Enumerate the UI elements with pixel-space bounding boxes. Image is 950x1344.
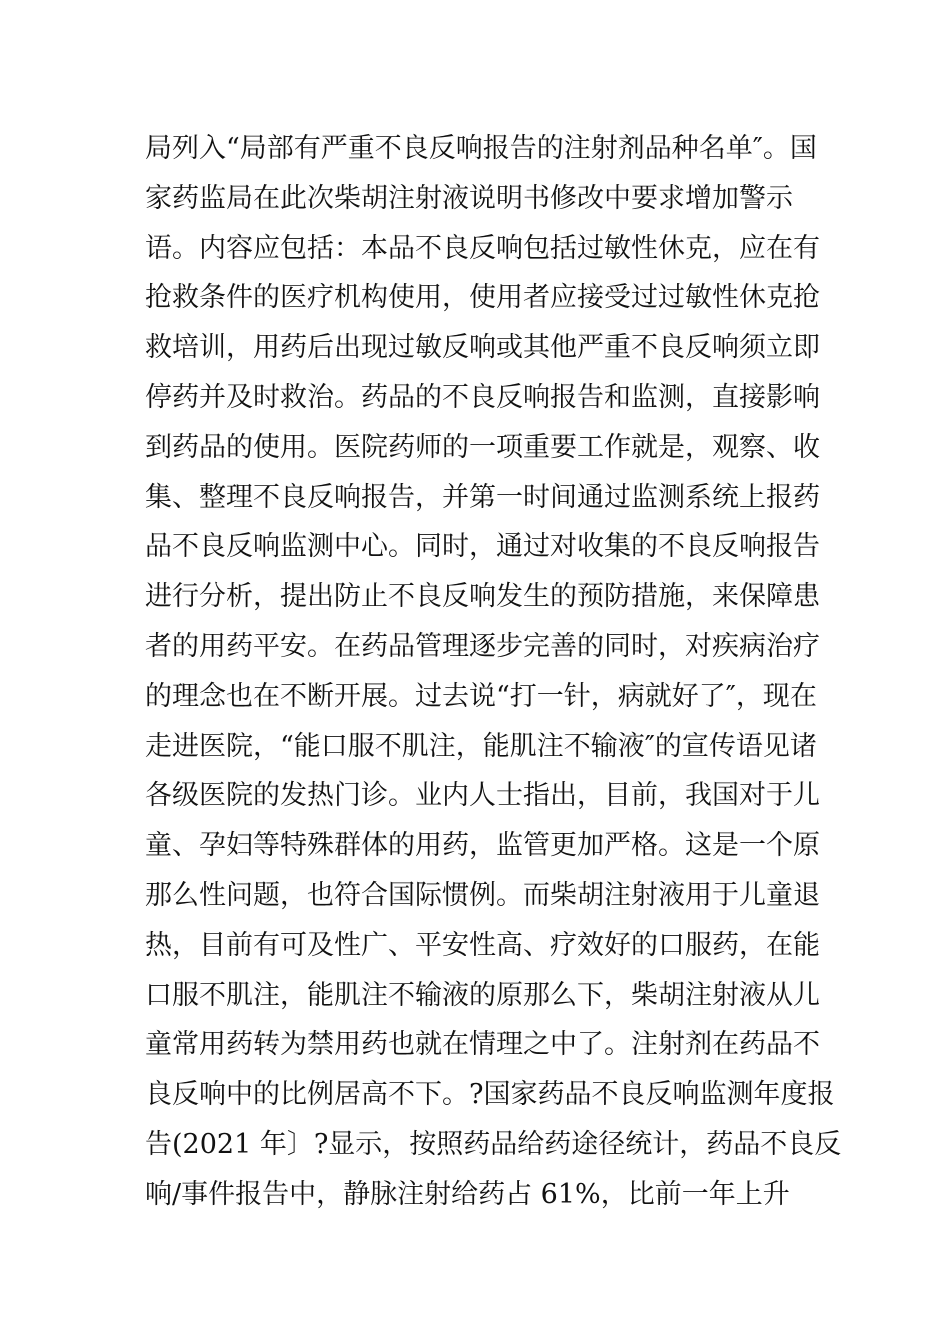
text-line: 的理念也在不断开展。过去说“打一针，病就好了″，现在 bbox=[145, 680, 817, 712]
text-line: 童常用药转为禁用药也就在情理之中了。注射剂在药品不 bbox=[145, 1029, 820, 1061]
text-line: 响/事件报告中，静脉注射给药占 61%，比前一年上升 bbox=[145, 1178, 790, 1210]
text-line: 童、孕妇等特殊群体的用药，监管更加严格。这是一个原 bbox=[145, 830, 820, 862]
text-line: 抢救条件的医疗机构使用，使用者应接受过过敏性休克抢 bbox=[145, 282, 820, 314]
text-line: 到药品的使用。医院药师的一项重要工作就是，观察、收 bbox=[145, 431, 820, 463]
text-line: 热，目前有可及性广、平安性高、疗效好的口服药，在能 bbox=[145, 929, 820, 961]
text-line: 走进医院，“能口服不肌注，能肌注不输液″的宣传语见诸 bbox=[145, 730, 817, 762]
text-line: 品不良反响监测中心。同时，通过对收集的不良反响报告 bbox=[145, 531, 820, 563]
text-line: 各级医院的发热门诊。业内人士指出，目前，我国对于儿 bbox=[145, 780, 820, 812]
text-line: 救培训，用药后出现过敏反响或其他严重不良反响须立即 bbox=[145, 332, 820, 364]
text-line: 语。内容应包括：本品不良反响包括过敏性休克，应在有 bbox=[145, 232, 820, 264]
text-line: 局列入“局部有严重不良反响报告的注射剂品种名单″。国 bbox=[145, 133, 817, 164]
text-line: 那么性问题，也符合国际惯例。而柴胡注射液用于儿童退 bbox=[145, 879, 820, 911]
text-line: 集、整理不良反响报告，并第一时间通过监测系统上报药 bbox=[145, 481, 820, 513]
text-line: 进行分析，提出防止不良反响发生的预防措施，来保障患 bbox=[145, 581, 820, 613]
text-line: 者的用药平安。在药品管理逐步完善的同时，对疾病治疗 bbox=[145, 630, 820, 662]
text-line: 告(2021 年〕?显示，按照药品给药途径统计，药品不良反 bbox=[145, 1128, 842, 1160]
text-line: 停药并及时救治。药品的不良反响报告和监测，直接影响 bbox=[145, 381, 820, 413]
text-line: 家药监局在此次柴胡注射液说明书修改中要求增加警示 bbox=[145, 182, 793, 214]
text-line: 良反响中的比例居高不下。?国家药品不良反响监测年度报 bbox=[145, 1079, 835, 1111]
body-text bbox=[145, 124, 842, 1220]
text-line: 口服不肌注，能肌注不输液的原那么下，柴胡注射液从儿 bbox=[145, 979, 820, 1011]
